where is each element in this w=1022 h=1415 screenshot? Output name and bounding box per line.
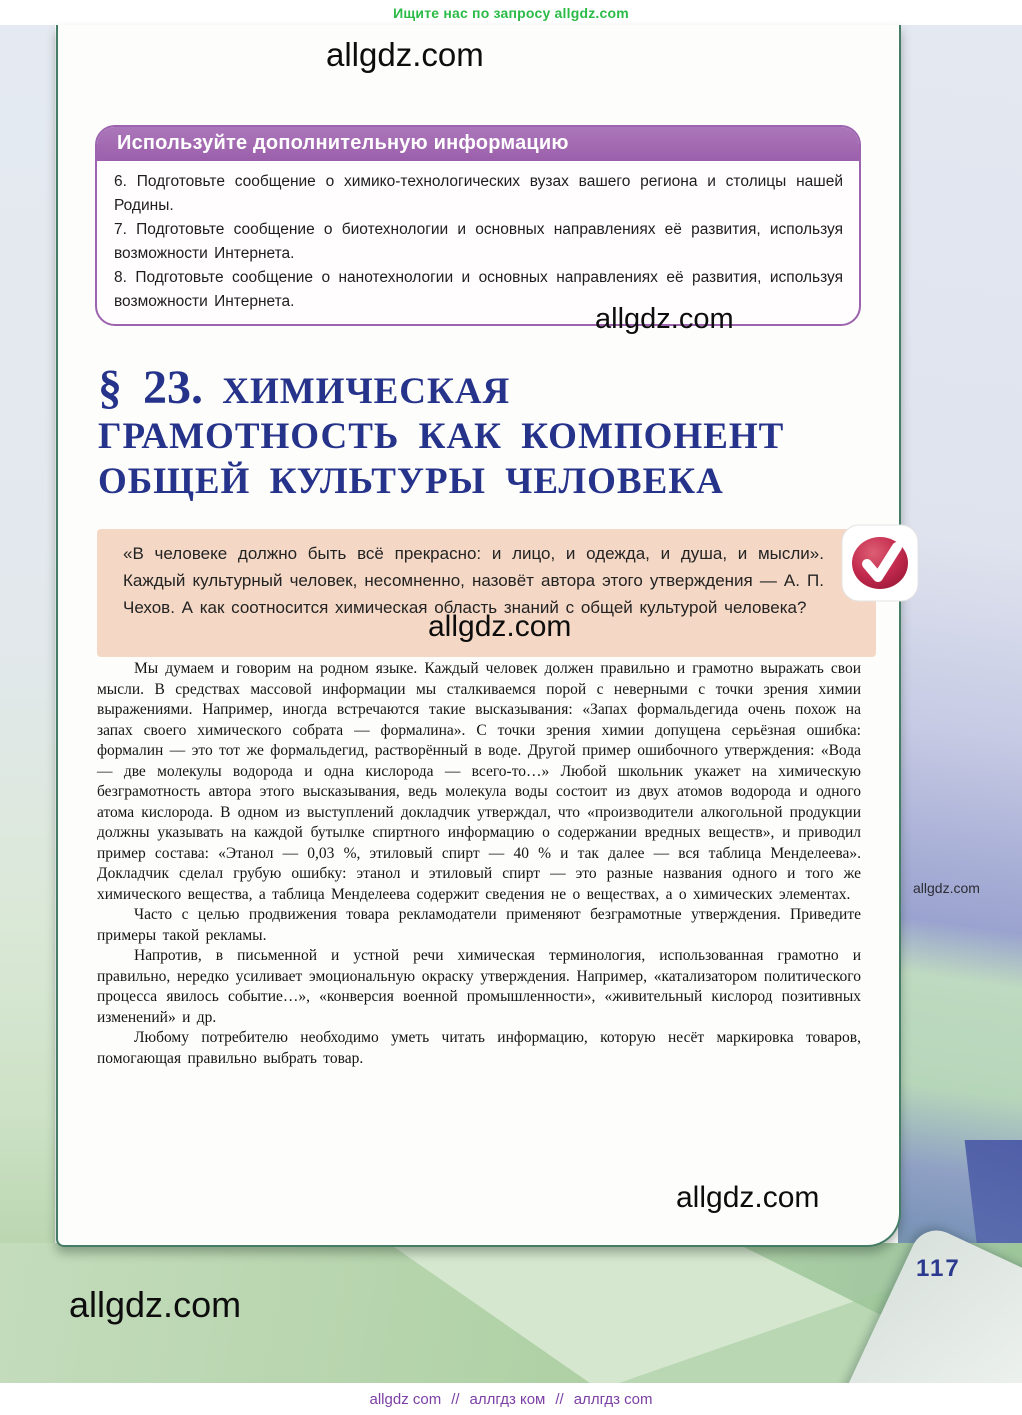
- info-box-title: Используйте дополнительную информацию: [97, 127, 859, 161]
- footer-link[interactable]: аллгдз com: [573, 1390, 653, 1408]
- page-number: 117: [916, 1255, 961, 1282]
- watermark: allgdz.com: [326, 36, 484, 73]
- footer-link[interactable]: аллгдз ком: [469, 1390, 546, 1408]
- info-box-item: 8. Подготовьте сообщение о нанотехнологии и основных направлениях её развития, используя возможности Интернета.: [114, 269, 843, 310]
- info-box-item: 6. Подготовьте сообщение о химико-технологических вузах вашего региона и столицы нашей Родины.: [114, 173, 843, 214]
- body-paragraph: Часто с целью продвижения товара рекламодатели применяют безграмотные утверждения. Приведите примеры такой рекламы.: [97, 906, 861, 944]
- body-paragraph: Напротив, в письменной и устной речи химическая терминология, использованная грамотно и правильно, нередко усиливает эмоциональную окраску утверждения. Например, «катализатором политического процесса явилось событие…», «конверсия военной промышленности», «живительный кислород позитивных изменений» и др.: [97, 947, 861, 1026]
- section-title-part: ОБЩЕЙ КУЛЬТУРЫ ЧЕЛОВЕКА: [98, 461, 724, 502]
- check-badge: [841, 524, 919, 602]
- watermark: allgdz.com: [595, 303, 734, 335]
- heading-line: [98, 361, 511, 414]
- section-title-part: ГРАМОТНОСТЬ КАК КОМПОНЕНТ: [98, 416, 785, 457]
- section-heading: [98, 361, 870, 504]
- footer-separator: //: [451, 1390, 460, 1408]
- info-box: [95, 125, 861, 326]
- watermark: allgdz.com: [676, 1181, 820, 1214]
- info-box-body: [97, 161, 859, 324]
- quote-text: «В человеке должно быть всё прекрасно: и лицо, и одежда, и душа, и мысли». Каждый культурный человек, несомненно, назовёт автора этого утверждения — А. П. Чехов. А как соотносится химическая область знаний с общей культурой человека?: [123, 544, 824, 617]
- section-number: § 23.: [98, 361, 203, 414]
- body-text: [97, 659, 861, 1069]
- body-paragraph: Мы думаем и говорим на родном языке. Каждый человек должен правильно и грамотно выражать свои мысли. В средствах массовой информации мы сталкиваемся порой с неверными с точки зрения химии выражениями. Например, иногда встречаются такие высказывания: «Запах формальдегида очень похож на запах своего химического собрата — формалина». С точки зрения химии допущена серьёзная ошибка: формалин — это тот же формальдегид, растворённый в воде. Другой пример ошибочного утверждения: «Вода — две молекулы водорода и одна кислорода — всего-то…» Любой школьник укажет на химическую безграмотность автора этого высказывания, ведь молекула воды состоит из двух атомов водорода и одного атома кислорода. В одном из выступлений докладчик утверждал, что «производители алкогольной продукции должны указывать на каждой бутылке спиртного информацию о содержании вредных веществ», и приводил пример состава: «Этанол — 0,03 %, этиловый спирт — 40 % и так далее — вся таблица Менделеева». Докладчик сделал грубую ошибку: этанол и этиловый спирт — это разные названия одного и того же химического вещества, а таблица Менделеева содержит сведения не о веществах, а о химических элементах.: [97, 660, 861, 903]
- background-left-margin: [0, 25, 55, 1385]
- checkmark-icon: [841, 524, 919, 602]
- watermark: allgdz.com: [428, 610, 572, 643]
- body-paragraph: Любому потребителю необходимо уметь читать информацию, которую несёт маркировка товаров, помогающая правильно выбрать товар.: [97, 1029, 861, 1067]
- footer: [0, 1383, 1022, 1415]
- watermark: allgdz.com: [913, 880, 980, 896]
- info-box-item: 7. Подготовьте сообщение о биотехнологии и основных направлениях её развития, используя возможности Интернета.: [114, 221, 843, 262]
- section-title-part: ХИМИЧЕСКАЯ: [222, 371, 511, 412]
- search-hint-text: Ищите нас по запросу allgdz.com: [393, 5, 629, 21]
- footer-link[interactable]: allgdz com: [369, 1390, 442, 1408]
- footer-separator: //: [555, 1390, 564, 1408]
- watermark: allgdz.com: [69, 1284, 242, 1325]
